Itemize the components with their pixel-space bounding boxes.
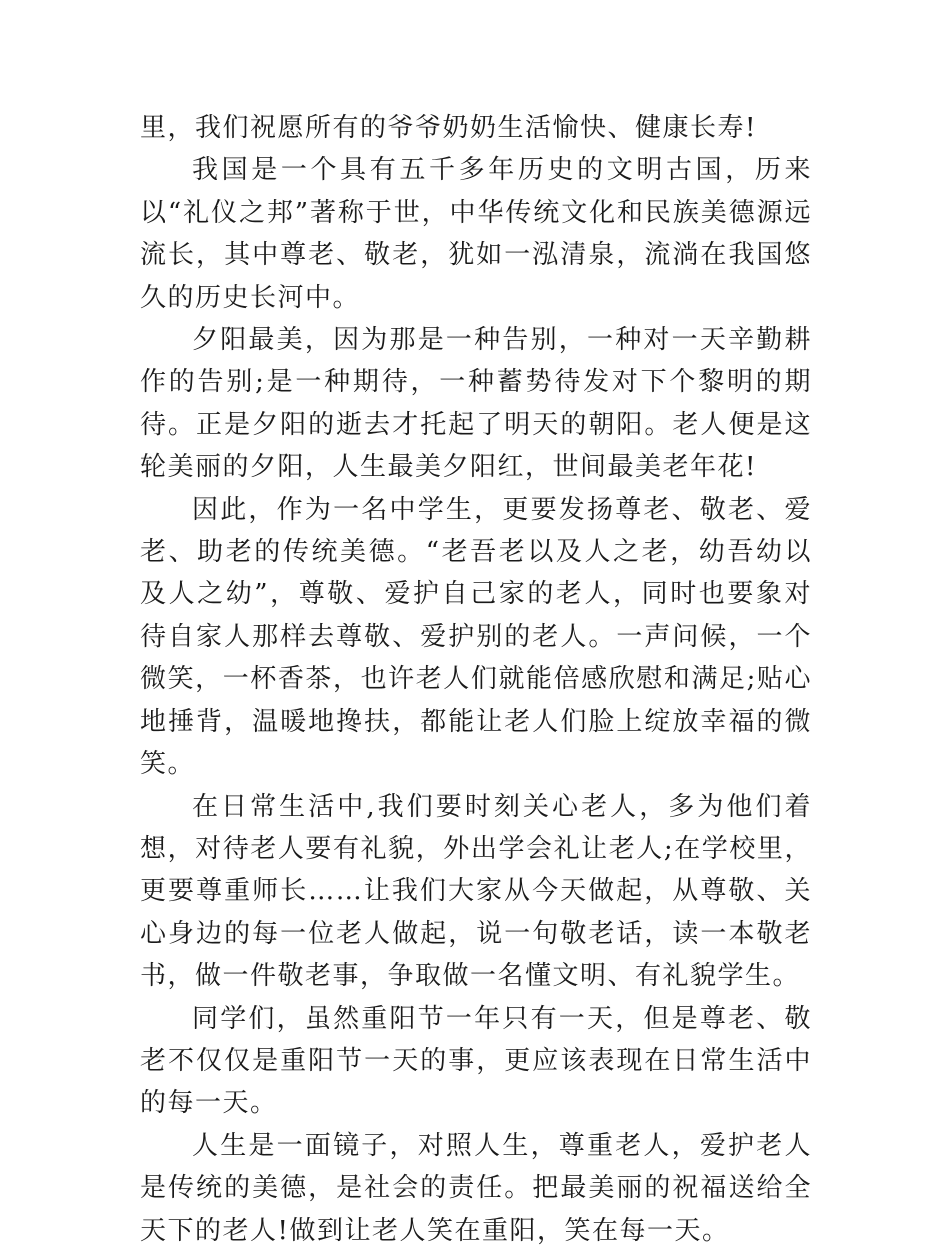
paragraph-1: 里，我们祝愿所有的爷爷奶奶生活愉快、健康长寿!	[140, 113, 757, 143]
paragraph-6: 同学们，虽然重阳节一年只有一天，但是尊老、敬老不仅仅是重阳节一天的事，更应该表现在日常生活中的每一天。	[140, 1003, 812, 1119]
paragraph-2: 我国是一个具有五千多年历史的文明古国，历来以“礼仪之邦”著称于世，中华传统文化和民族美德源远流长，其中尊老、敬老，犹如一泓清泉，流淌在我国悠久的历史长河中。	[140, 155, 812, 313]
paragraph-5: 在日常生活中,我们要时刻关心老人，多为他们着想，对待老人要有礼貌，外出学会礼让老人;在学校里，更要尊重师长……让我们大家从今天做起，从尊敬、关心身边的每一位老人做起，说一句敬老话，读一本敬老书，做一件敬老事，争取做一名懂文明、有礼貌学生。	[140, 791, 812, 992]
document-body	[140, 107, 812, 1252]
paragraph-4: 因此，作为一名中学生，更要发扬尊老、敬老、爱老、助老的传统美德。“老吾老以及人之老，幼吾幼以及人之幼”，尊敬、爱护自己家的老人，同时也要象对待自家人那样去尊敬、爱护别的老人。一声问候，一个微笑，一杯香茶，也许老人们就能倍感欣慰和满足;贴心地捶背，温暖地搀扶，都能让老人们脸上绽放幸福的微笑。	[140, 494, 812, 780]
paragraph-7: 人生是一面镜子，对照人生，尊重老人，爱护老人是传统的美德，是社会的责任。把最美丽的祝福送给全天下的老人!做到让老人笑在重阳，笑在每一天。	[140, 1130, 812, 1246]
paragraph-3: 夕阳最美，因为那是一种告别，一种对一天辛勤耕作的告别;是一种期待，一种蓄势待发对下个黎明的期待。正是夕阳的逝去才托起了明天的朝阳。老人便是这轮美丽的夕阳，人生最美夕阳红，世间最美老年花!	[140, 325, 812, 483]
